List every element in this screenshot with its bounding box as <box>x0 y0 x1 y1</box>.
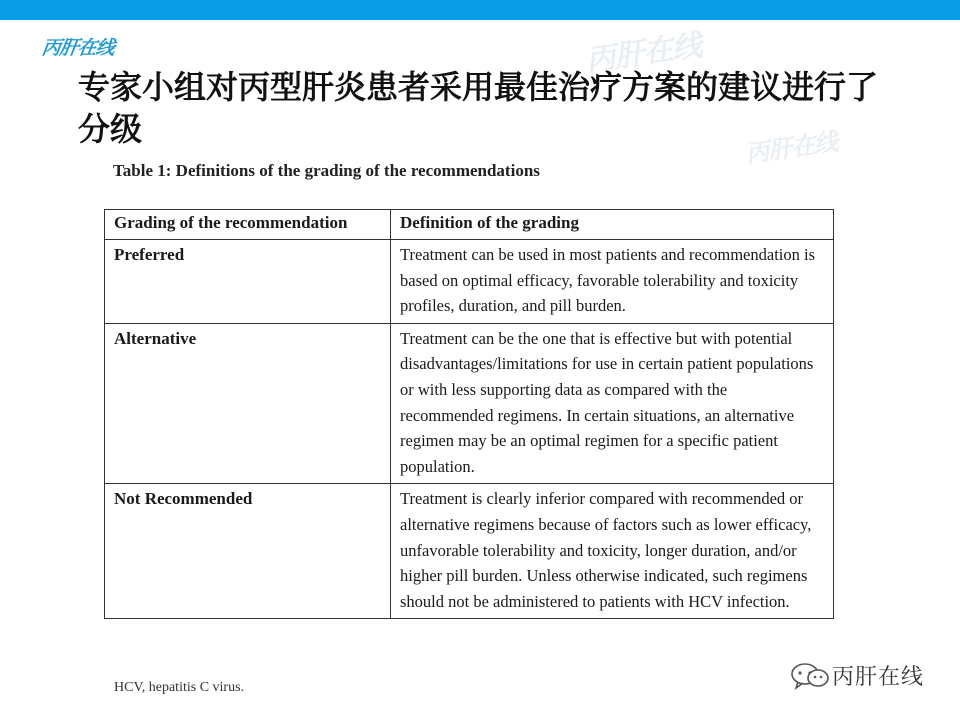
wechat-badge <box>790 660 924 691</box>
watermark: 丙肝在线 <box>583 28 704 79</box>
table-header-row <box>105 210 834 240</box>
column-header-grading: Grading of the recommendation <box>105 210 391 240</box>
table-row <box>105 240 834 324</box>
table-row <box>105 323 834 484</box>
slide-title: 专家小组对丙型肝炎患者采用最佳治疗方案的建议进行了分级 <box>78 68 879 148</box>
grade-cell: Not Recommended <box>105 484 391 619</box>
table-caption: Table 1: Definitions of the grading of the recommendations <box>113 161 540 180</box>
top-accent-bar <box>0 0 960 20</box>
grade-cell: Preferred <box>105 240 391 324</box>
watermark: 丙肝在线 <box>743 127 839 169</box>
wechat-account-name: 丙肝在线 <box>832 665 925 690</box>
wechat-icon <box>790 662 830 690</box>
definition-cell: Treatment can be used in most patients and recommendation is based on optimal efficacy, favorable tolerability and toxicity profiles, duration, and pill burden. <box>391 240 834 324</box>
definition-cell: Treatment can be the one that is effective but with potential disadvantages/limitations for use in certain patient populations or with less supporting data as compared with the recommended regimens. In certain situations, an alternative regimen may be an optimal regimen for a specific patient population. <box>391 323 834 484</box>
table-row <box>105 484 834 619</box>
column-header-definition: Definition of the grading <box>391 210 834 240</box>
table-footnote: HCV, hepatitis C virus. <box>114 680 245 695</box>
grade-cell: Alternative <box>105 323 391 484</box>
brand-logo: 丙肝在线 <box>40 37 116 59</box>
definition-cell: Treatment is clearly inferior compared with recommended or alternative regimens because of factors such as lower efficacy, unfavorable tolerability and toxicity, longer duration, and/or higher pill burden. Unless otherwise indicated, such regimens should not be administered to patients with HCV infection. <box>391 484 834 619</box>
grading-table <box>104 209 834 619</box>
